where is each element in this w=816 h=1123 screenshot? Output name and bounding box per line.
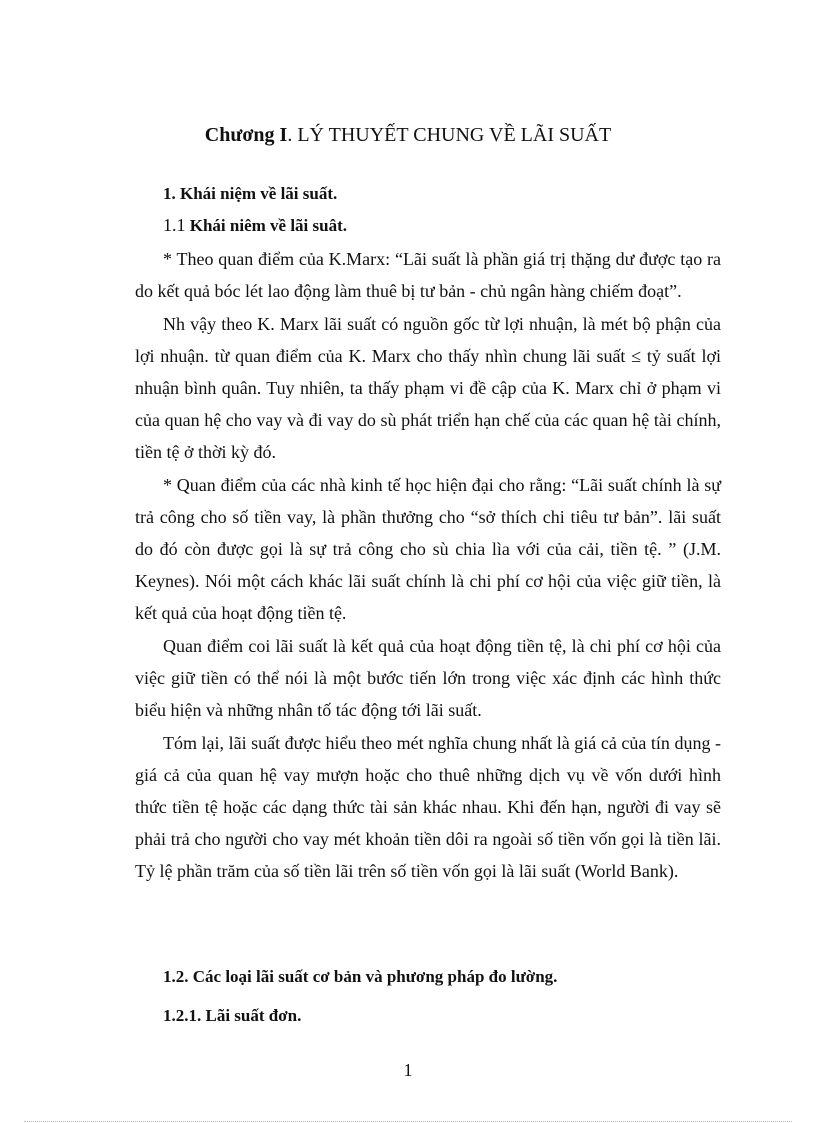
heading-1-2-1: 1.2.1. Lãi suất đơn. [163,1006,302,1025]
body-text [135,243,721,887]
heading-1: 1. Khái niệm về lãi suất. [163,184,338,203]
paragraph-marx-analysis: Nh vậy theo K. Marx lãi suất có nguồn gốc từ lợi nhuận, là mét bộ phận của lợi nhuận. từ quan điểm của K. Marx cho thấy nhìn chung lãi suất ≤ tỷ suất lợi nhuận bình quân. Tuy nhiên, ta thấy phạm vi đề cập của K. Marx chỉ ở phạm vi của quan hệ cho vay và đi vay do sù phát triển hạn chế của các quan hệ tài chính, tiền tệ ở thời kỳ đó. [135,314,721,462]
chapter-title-rest: . LÝ THUYẾT CHUNG VỀ LÃI SUẤT [287,124,612,146]
page-number: 1 [403,1060,413,1080]
heading-1-2: 1.2. Các loại lãi suất cơ bản và phương pháp đo lường. [163,967,558,986]
chapter-title [0,122,816,148]
paragraph-marx-definition: * Theo quan điểm của K.Marx: “Lãi suất là phần giá trị thặng dư được tạo ra do kết quả bóc lét lao động làm thuê bị tư bản - chủ ngân hàng chiếm đoạt”. [135,249,721,301]
heading-1-1-number: 1.1 [163,215,186,235]
paragraph-keynes-view: * Quan điểm của các nhà kinh tế học hiện đại cho rằng: “Lãi suất chính là sự trả công cho số tiền vay, là phần thưởng cho “sở thích chi tiêu tư bản”. lãi suất do đó còn được gọi là sự trả công cho sù chia lìa với của cải, tiền tệ. ” (J.M. Keynes). Nói một cách khác lãi suất chính là chi phí cơ hội của việc giữ tiền, là kết quả của hoạt động tiền tệ. [135,475,721,623]
heading-1-1-text: Khái niêm về lãi suât. [189,216,348,235]
paragraph-summary: Tóm lại, lãi suất được hiểu theo mét nghĩa chung nhất là giá cả của tín dụng - giá cả của quan hệ vay mượn hoặc cho thuê những dịch vụ về vốn dưới hình thức tiền tệ hoặc các dạng thức tài sản khác nhau. Khi đến hạn, người đi vay sẽ phải trả cho người cho vay mét khoản tiền dôi ra ngoài số tiền vốn gọi là tiền lãi. Tỷ lệ phần trăm của số tiền lãi trên số tiền vốn gọi là lãi suất (World Bank). [135,733,721,881]
chapter-prefix: Chương I [204,124,288,146]
heading-1-1 [163,214,347,237]
page-bottom-divider [24,1121,792,1122]
paragraph-opportunity-cost: Quan điểm coi lãi suất là kết quả của hoạt động tiền tệ, là chi phí cơ hội của việc giữ tiền có thể nói là một bước tiến lớn trong việc xác định các hình thức biểu hiện và những nhân tố tác động tới lãi suất. [135,636,721,720]
